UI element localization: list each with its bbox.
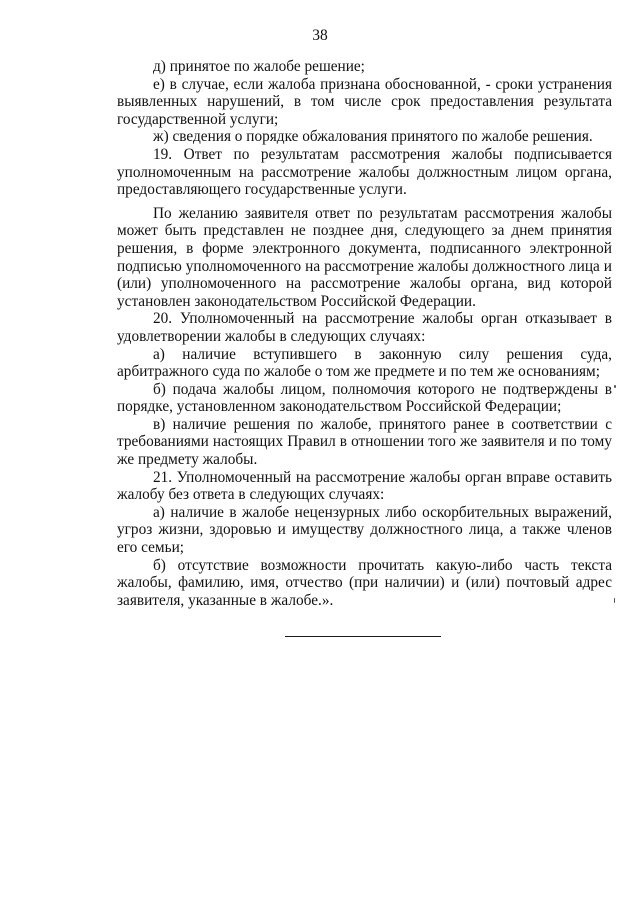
paragraph-electronic-answer: По желанию заявителя ответ по результатам рассмотрения жалобы может быть представлен не позднее дня, следующего за днем принятия решения, в форме электронного документа, подписанного электронной подписью уполномоченного на рассмотрение жалобы должностного лица и (или) уполномоченного на рассмотрение жалобы органа, вид которой установлен законодательством Российской Федерации.: [117, 204, 612, 310]
paragraph-clause-20-v: в) наличие решения по жалобе, принятого ранее в соответствии с требованиями настоящих Правил в отношении того же заявителя и по тому же предмету жалобы.: [117, 415, 612, 469]
paragraph-clause-19: 19. Ответ по результатам рассмотрения жалобы подписывается уполномоченным на рассмотрение жалобы должностным лицом органа, предоставляющего государственные услуги.: [117, 145, 612, 199]
paragraph-clause-20-b: б) подача жалобы лицом, полномочия которого не подтверждены в порядке, установленном законодательством Российской Федерации;: [117, 380, 612, 416]
paragraph-item-d: д) принятое по жалобе решение;: [153, 58, 365, 75]
paragraph-item-e: е) в случае, если жалоба признана обоснованной, - сроки устранения выявленных нарушений, в том числе срок предоставления результата государственной услуги;: [117, 75, 612, 128]
paragraph-clause-21-b: б) отсутствие возможности прочитать какую-либо часть текста жалобы, фамилию, имя, отчество (при наличии) и (или) почтовый адрес заявителя, указанные в жалобе.».: [117, 556, 612, 609]
scan-speck: [614, 598, 615, 603]
paragraph-clause-21: 21. Уполномоченный на рассмотрение жалобы орган вправе оставить жалобу без ответа в следующих случаях:: [117, 468, 612, 504]
paragraph-clause-20-a: а) наличие вступившего в законную силу решения суда, арбитражного суда по жалобе о том же предмете и по тем же основаниям;: [117, 345, 612, 381]
document-body: [117, 58, 612, 609]
page-number: 38: [312, 27, 328, 44]
paragraph-item-zh: ж) сведения о порядке обжалования принятого по жалобе решения.: [153, 128, 593, 146]
scan-speck: [614, 385, 616, 388]
paragraph-clause-20: 20. Уполномоченный на рассмотрение жалобы орган отказывает в удовлетворении жалобы в следующих случаях:: [117, 310, 612, 345]
closing-divider-line: [285, 636, 441, 637]
paragraph-clause-21-a: а) наличие в жалобе нецензурных либо оскорбительных выражений, угроз жизни, здоровью и имуществу должностного лица, а также членов его семьи;: [117, 503, 612, 557]
